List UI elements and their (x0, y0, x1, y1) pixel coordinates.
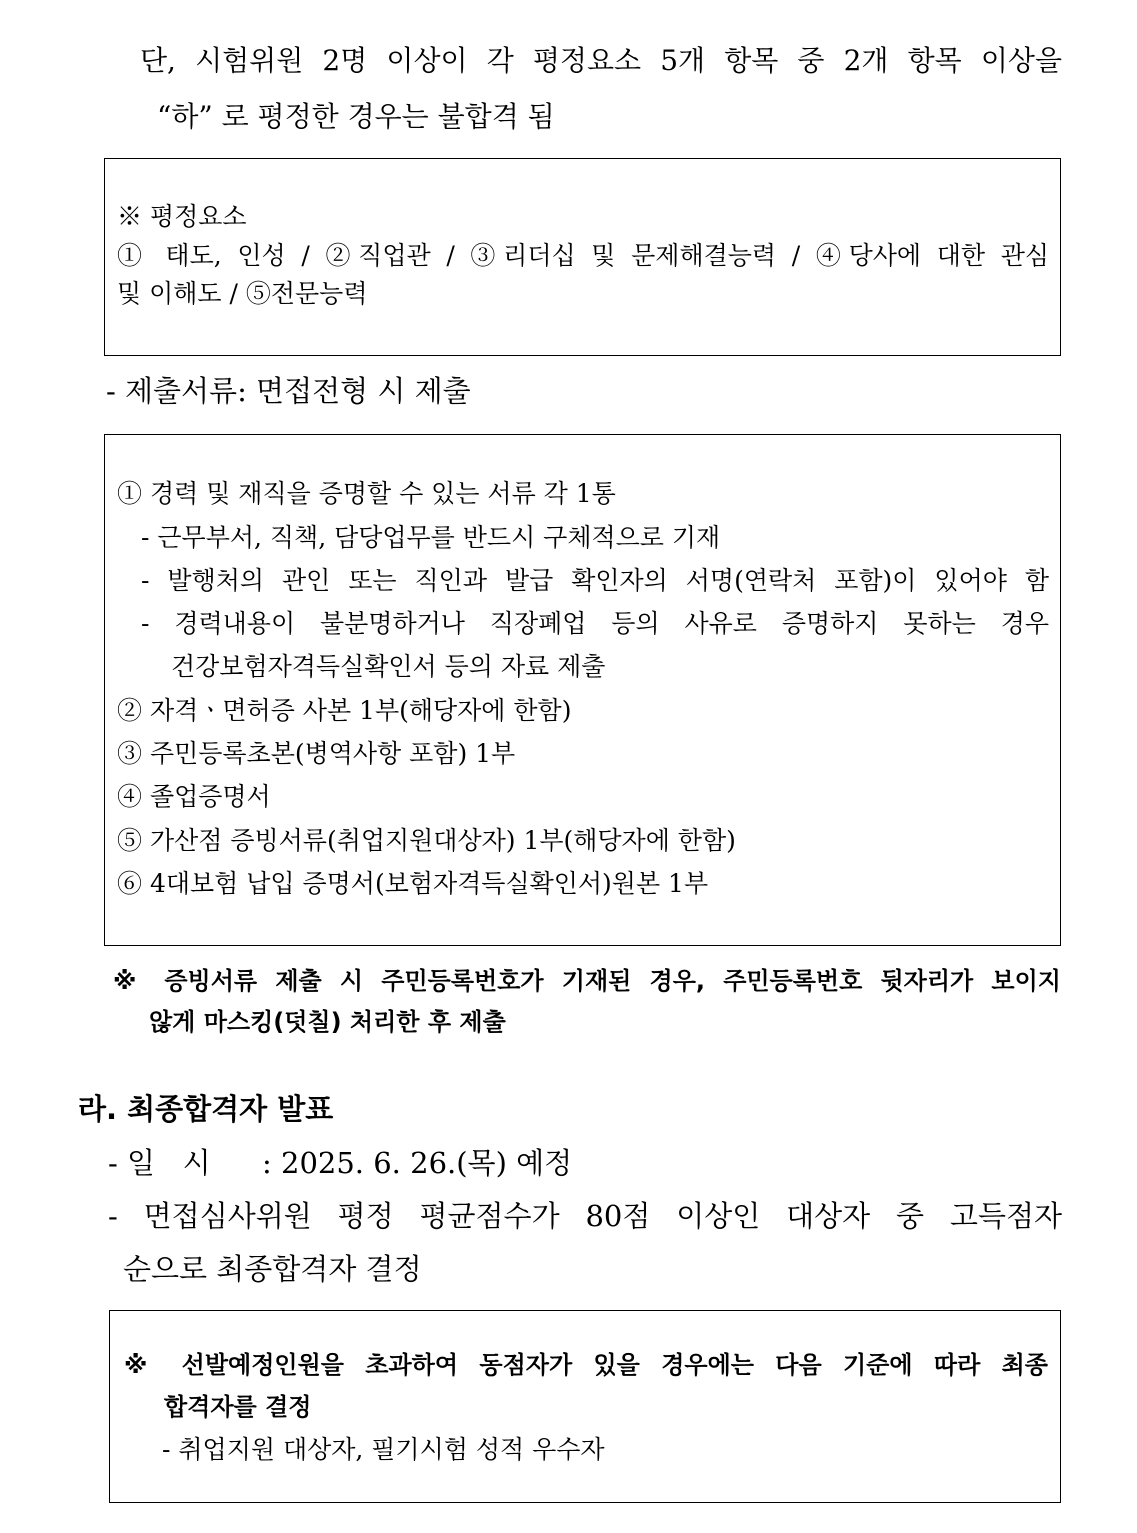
criteria-box (104, 158, 1061, 356)
masking-note-line-1: ※ 증빙서류 제출 시 주민등록번호가 기재된 경우, 주민등록번호 뒷자리가 보이지 (113, 967, 1061, 995)
tie-break-line-2: 합격자를 결정 (164, 1393, 312, 1421)
final-criteria-line-1: - 면접심사위원 평정 평균점수가 80점 이상인 대상자 중 고득점자 (108, 1199, 1062, 1233)
criteria-title: ※ 평정요소 (117, 202, 247, 231)
tie-break-box (109, 1310, 1061, 1503)
documents-box (104, 434, 1061, 946)
document-item-3: ③ 주민등록초본(병역사항 포함) 1부 (117, 739, 516, 768)
tie-break-line-3: - 취업지원 대상자, 필기시험 성적 우수자 (162, 1435, 605, 1464)
document-item-5: ⑤ 가산점 증빙서류(취업지원대상자) 1부(해당자에 한함) (117, 826, 736, 855)
documents-heading: - 제출서류: 면접전형 시 제출 (106, 374, 471, 408)
top-paragraph-line-2: “하” 로 평정한 경우는 불합격 됨 (157, 100, 555, 133)
document-item-2: ② 자격ㆍ면허증 사본 1부(해당자에 한함) (117, 696, 572, 725)
criteria-line-2: 및 이해도 / ⑤전문능력 (117, 279, 368, 308)
final-criteria-line-2: 순으로 최종합격자 결정 (123, 1252, 422, 1286)
masking-note-line-2: 않게 마스킹(덧칠) 처리한 후 제출 (149, 1008, 506, 1036)
document-item-1-sub-3: - 경력내용이 불분명하거나 직장폐업 등의 사유로 증명하지 못하는 경우 (141, 609, 1049, 638)
document-item-6: ⑥ 4대보험 납입 증명서(보험자격득실확인서)원본 1부 (117, 869, 709, 898)
document-item-4: ④ 졸업증명서 (117, 782, 271, 811)
document-item-1-sub-3-cont: 건강보험자격득실확인서 등의 자료 제출 (171, 652, 606, 681)
tie-break-line-1: ※ 선발예정인원을 초과하여 동점자가 있을 경우에는 다음 기준에 따라 최종 (124, 1351, 1048, 1379)
document-item-1-sub-1: - 근무부서, 직책, 담당업무를 반드시 구체적으로 기재 (141, 523, 721, 552)
criteria-line-1: ① 태도, 인성 / ②직업관 / ③리더십 및 문제해결능력 / ④당사에 대한 관심 (117, 241, 1049, 270)
date-value: : 2025. 6. 26.(목) 예정 (262, 1146, 573, 1180)
date-label: - 일 시 (108, 1146, 211, 1180)
document-item-1: ① 경력 및 재직을 증명할 수 있는 서류 각 1통 (117, 479, 616, 508)
document-item-1-sub-2: - 발행처의 관인 또는 직인과 발급 확인자의 서명(연락처 포함)이 있어야 함 (141, 566, 1049, 595)
section-ra-heading: 라. 최종합격자 발표 (78, 1092, 334, 1126)
top-paragraph-line-1: 단, 시험위원 2명 이상이 각 평정요소 5개 항목 중 2개 항목 이상을 (140, 44, 1062, 77)
